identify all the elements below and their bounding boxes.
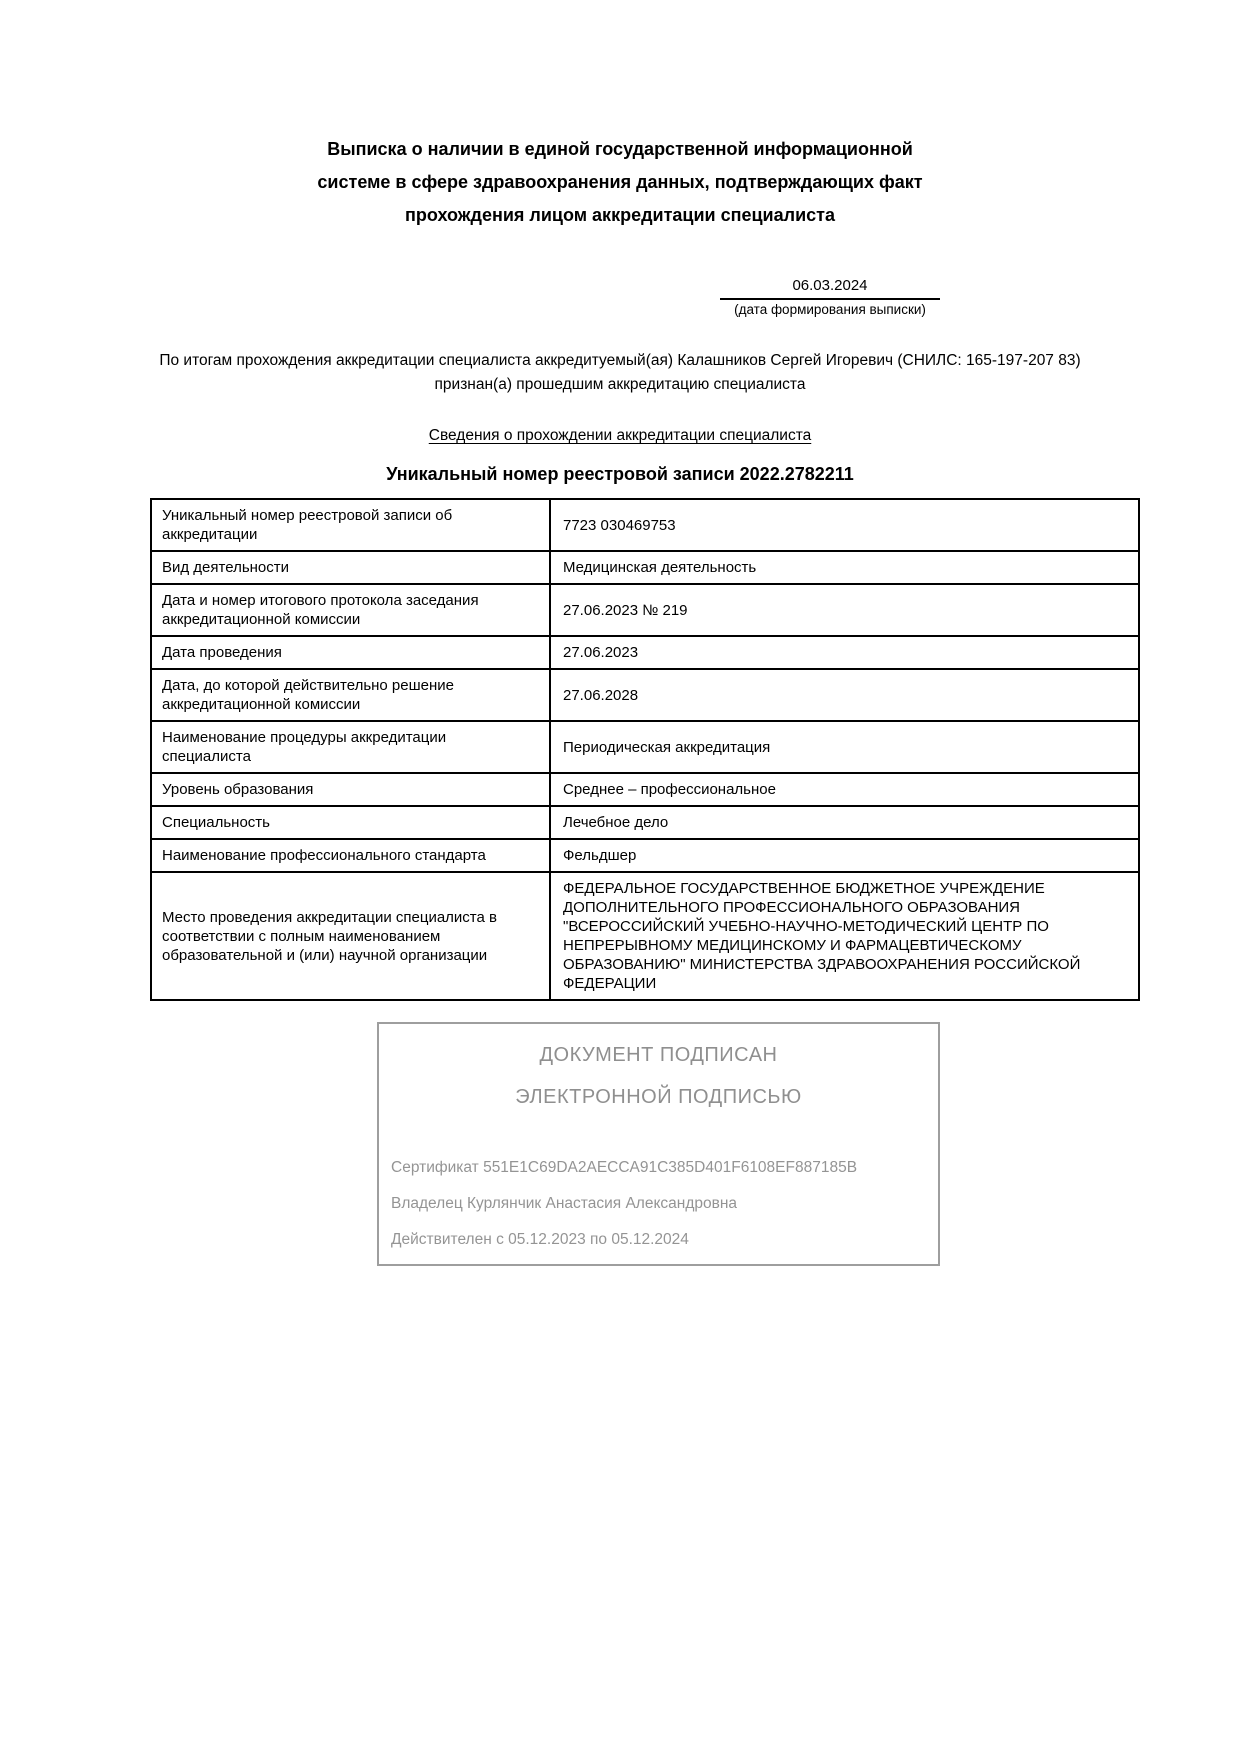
intro-line-1: По итогам прохождения аккредитации специалиста аккредитуемый(ая) Калашников Сергей Игоревич (СНИЛС: 165-197-207 83) [159, 352, 1081, 369]
row-label: Вид деятельности [151, 551, 550, 584]
row-value: Фельдшер [550, 839, 1139, 872]
row-label: Уровень образования [151, 773, 550, 806]
section-heading: Сведения о прохождении аккредитации специалиста [428, 427, 812, 444]
accreditation-table [150, 498, 1140, 1001]
page-title-line-3: прохождения лицом аккредитации специалиста [405, 205, 835, 225]
row-label: Уникальный номер реестровой записи об аккредитации [151, 499, 550, 551]
row-value: 27.06.2028 [550, 669, 1139, 721]
table-row [151, 551, 1139, 584]
row-label: Наименование процедуры аккредитации специалиста [151, 721, 550, 773]
table-row [151, 636, 1139, 669]
signature-certificate: Сертификат 551E1C69DA2AECCA91C385D401F6108EF887185B [391, 1159, 858, 1176]
intro-line-2: признан(а) прошедшим аккредитацию специалиста [434, 376, 806, 393]
row-value: Среднее – профессиональное [550, 773, 1139, 806]
page-title-line-1: Выписка о наличии в единой государственной информационной [327, 139, 913, 159]
registry-number-heading: Уникальный номер реестровой записи 2022.2782211 [386, 464, 854, 484]
table-row [151, 669, 1139, 721]
signature-box [377, 1022, 940, 1266]
signature-title-line-1: ДОКУМЕНТ ПОДПИСАН [539, 1044, 778, 1066]
page-title [150, 133, 1090, 232]
table-row [151, 872, 1139, 1000]
row-value: 27.06.2023 [550, 636, 1139, 669]
table-row [151, 584, 1139, 636]
signature-validity: Действителен с 05.12.2023 по 05.12.2024 [391, 1231, 689, 1248]
table-row [151, 499, 1139, 551]
table-row [151, 839, 1139, 872]
row-label: Наименование профессионального стандарта [151, 839, 550, 872]
table-row [151, 721, 1139, 773]
table-row [151, 773, 1139, 806]
signature-owner: Владелец Курлянчик Анастасия Александровна [391, 1195, 738, 1212]
intro-paragraph [150, 349, 1090, 397]
row-label: Дата и номер итогового протокола заседания аккредитационной комиссии [151, 584, 550, 636]
row-value: Лечебное дело [550, 806, 1139, 839]
issue-date-caption: (дата формирования выписки) [734, 302, 926, 317]
row-value: 27.06.2023 № 219 [550, 584, 1139, 636]
row-label: Дата проведения [151, 636, 550, 669]
row-value: Периодическая аккредитация [550, 721, 1139, 773]
row-value: ФЕДЕРАЛЬНОЕ ГОСУДАРСТВЕННОЕ БЮДЖЕТНОЕ УЧРЕЖДЕНИЕ ДОПОЛНИТЕЛЬНОГО ПРОФЕССИОНАЛЬНОГО ОБРАЗОВАНИЯ "ВСЕРОССИЙСКИЙ УЧЕБНО-НАУЧНО-МЕТОДИЧЕСКИЙ ЦЕНТР ПО НЕПРЕРЫВНОМУ МЕДИЦИНСКОМУ И ФАРМАЦЕВТИЧЕСКОМУ ОБРАЗОВАНИЮ" МИНИСТЕРСТВА ЗДРАВООХРАНЕНИЯ РОССИЙСКОЙ ФЕДЕРАЦИИ [550, 872, 1139, 1000]
issue-date: 06.03.2024 [720, 276, 940, 300]
issue-date-block [720, 276, 940, 319]
row-label: Место проведения аккредитации специалиста в соответствии с полным наименованием образовательной и (или) научной организации [151, 872, 550, 1000]
table-row [151, 806, 1139, 839]
page-title-line-2: системе в сфере здравоохранения данных, подтверждающих факт [317, 172, 923, 192]
row-value: 7723 030469753 [550, 499, 1139, 551]
signature-title-line-2: ЭЛЕКТРОННОЙ ПОДПИСЬЮ [515, 1086, 802, 1108]
row-value: Медицинская деятельность [550, 551, 1139, 584]
row-label: Специальность [151, 806, 550, 839]
row-label: Дата, до которой действительно решение аккредитационной комиссии [151, 669, 550, 721]
